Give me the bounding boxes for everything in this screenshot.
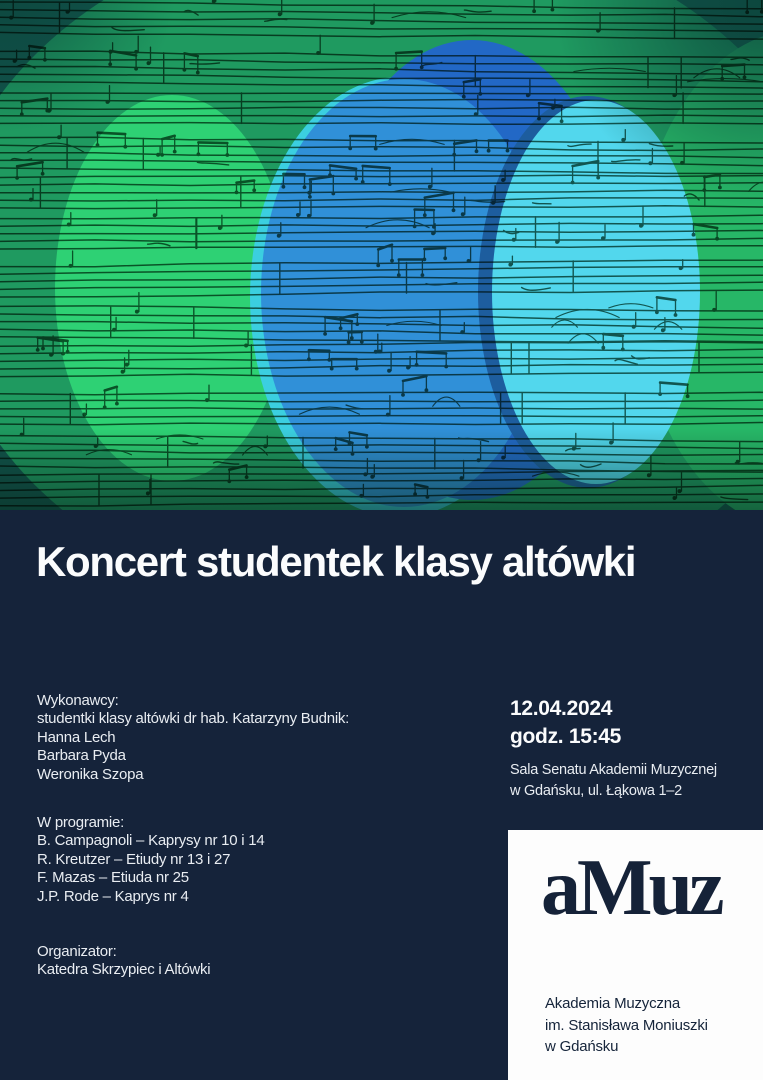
institution-line: im. Stanisława Moniuszki: [545, 1016, 708, 1034]
performers-line: Weronika Szopa: [37, 765, 144, 783]
event-time: godz. 15:45: [510, 724, 622, 748]
event-venue: [510, 760, 717, 801]
event-datetime: [510, 695, 621, 750]
performers-section: [37, 692, 349, 784]
venue-line: Sala Senatu Akademii Muzycznej: [510, 762, 717, 778]
organizer-heading: Organizator:: [37, 943, 117, 960]
performers-heading: Wykonawcy:: [37, 692, 119, 709]
event-date: 12.04.2024: [510, 697, 613, 720]
program-item: R. Kreutzer – Etiudy nr 13 i 27: [37, 850, 231, 868]
organizer-line: Katedra Skrzypiec i Altówki: [37, 961, 211, 979]
organizer-section: [37, 943, 210, 980]
institution-line: Akademia Muzyczna: [545, 995, 680, 1012]
performers-line: Hanna Lech: [37, 728, 116, 746]
institution-line: w Gdańsku: [545, 1038, 619, 1055]
amuz-logo: aMuz: [541, 844, 721, 932]
program-item: B. Campagnoli – Kaprysy nr 10 i 14: [37, 832, 265, 850]
venue-line: w Gdańsku, ul. Łąkowa 1–2: [510, 782, 682, 799]
artwork-banner: [0, 0, 763, 510]
program-section: [37, 814, 264, 906]
program-item: J.P. Rode – Kaprys nr 4: [37, 887, 189, 905]
performers-line: Barbara Pyda: [37, 747, 126, 765]
program-item: F. Mazas – Etiuda nr 25: [37, 869, 189, 887]
program-heading: W programie:: [37, 814, 125, 831]
page-title: Koncert studentek klasy altówki: [36, 538, 636, 585]
sheet-music-texture: [0, 0, 763, 510]
institution-name: [545, 993, 708, 1058]
logo-panel: [508, 830, 763, 1080]
performers-line: studentki klasy altówki dr hab. Katarzyny Budnik:: [37, 710, 350, 728]
